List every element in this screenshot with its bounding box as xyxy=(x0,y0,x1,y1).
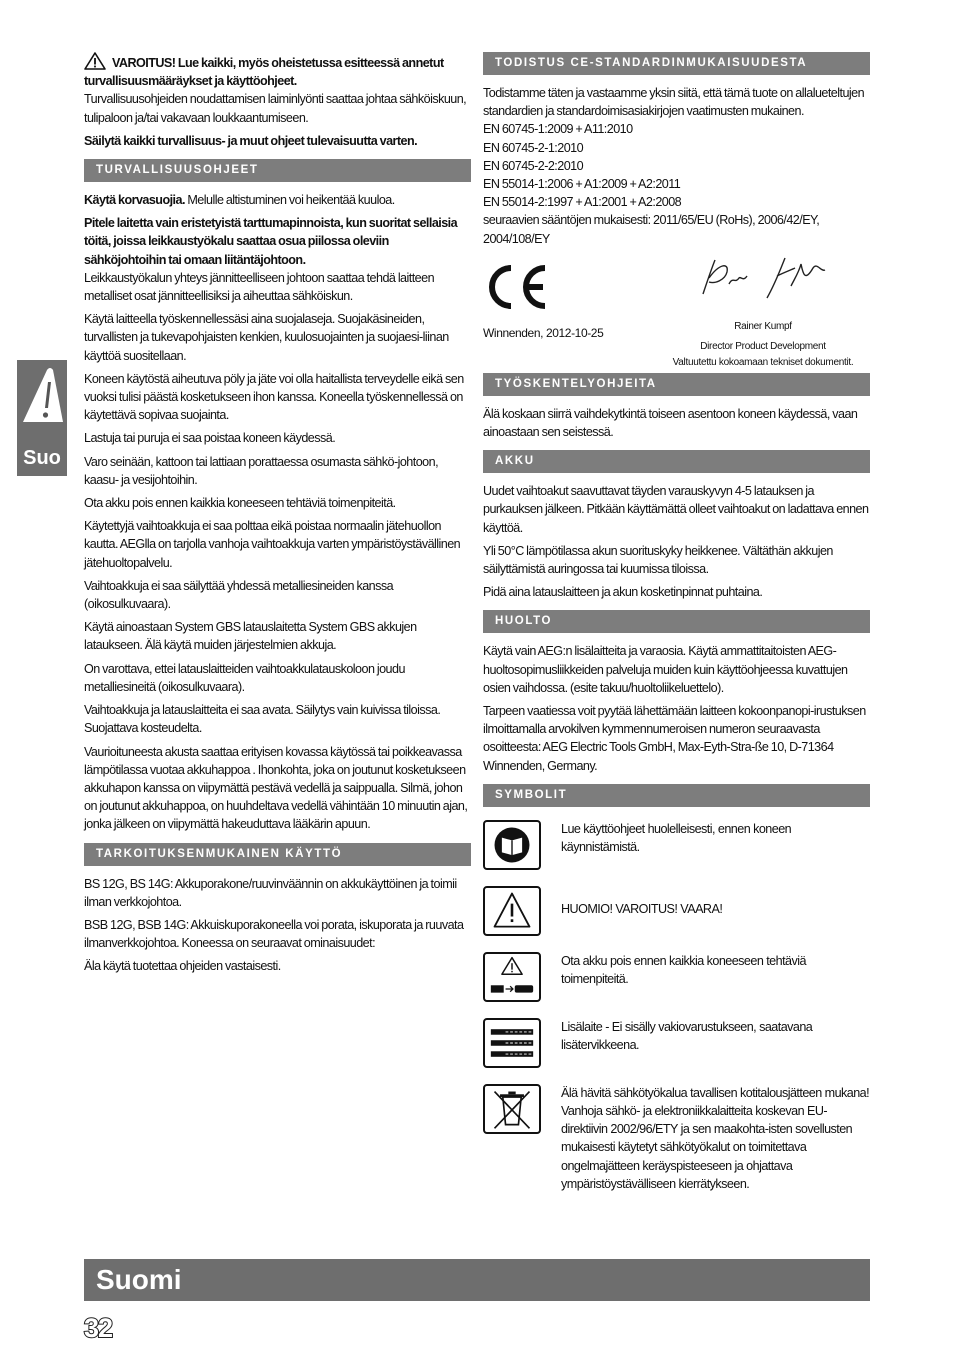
ce-header: TODISTUS CE-STANDARDINMUKAISUUDESTA xyxy=(483,52,870,75)
footer-title: Suomi xyxy=(96,1264,182,1295)
page-number: 32 xyxy=(84,1313,113,1343)
symbol-text: Lisälaite - Ei sisälly vakiovarustukseen, saatavana lisätervikkeena. xyxy=(561,1019,813,1053)
symbol-text: Älä hävitä sähkötyökalua tavallisen kotitalousjätteen mukana! Vanhoja sähkö- ja elektroniikkalaitteita koskevan EU-direktiivin 2002/96/ETY ja sen maakohta-isten sovellusten mukaisesti käytetyt sähkötyökalut on toimitettava ongelmajätteen keräyspisteeseen ja ohjattava ympäristöystävälliseen kierrätykseen. xyxy=(561,1085,870,1191)
ce-line: seuraavien sääntöjen mukaisesti: 2011/65/EU (RoHs), 2006/42/EY, 2004/108/EY xyxy=(483,213,820,246)
safety-paragraph: Vaihtoakkuja ja latauslaitteita ei saa avata. Säilytys vain kuivissa tiloissa. Suojattava kosteudelta. xyxy=(84,703,441,736)
warning-triangle-icon xyxy=(84,52,106,70)
language-footer-bar xyxy=(84,1259,870,1301)
safety-paragraph: Lastuja tai puruja ei saa poistaa koneen käydessä. xyxy=(84,431,336,446)
safety-paragraph: Ota akku pois ennen kaikkia koneeseen tehtäviä toimenpiteitä. xyxy=(84,496,396,511)
work-instructions-header: TYÖSKENTELYOHJEITA xyxy=(483,373,870,396)
safety-paragraph: Käytä ainoastaan System GBS latauslaitetta System GBS akkujen lataukseen. Älä käytä muiden järjestelmien akkuja. xyxy=(84,620,417,653)
warning-triangle-icon xyxy=(483,886,541,936)
safety-paragraph: Käytettyjä vaihtoakkuja ei saa polttaa eikä poistaa normaalin jätehuollon kautta. AEGlla on tarjolla vanhoja vaihtoakkuja varten ympäristöystävällinen jätehuoltopalvelu. xyxy=(84,519,461,570)
symbol-text: HUOMIO! VAROITUS! VAARA! xyxy=(561,901,723,916)
ce-line: EN 55014-1:2006 + A1:2009 + A2:2011 xyxy=(483,177,681,192)
work-paragraph: Älä koskaan siirrä vaihdekytkintä toiseen asentoon koneen käydessä, vaan ainoastaan sen seistessä. xyxy=(483,406,858,440)
safety-paragraph: Varo seinään, kattoon tai lattiaan porattaessa osumasta sähkö-johtoon, kaasu- ja vesijohtoihin. xyxy=(84,454,439,487)
ce-line: Todistamme täten ja vastaamme yksin siitä, että tämä tuote on allalueteltujen standardien ja standardoimisasiakirjojen vaatimusten mukainen. xyxy=(483,86,865,119)
accessory-icon xyxy=(483,1018,541,1068)
safety-paragraph: Käytä laitteella työskennellessäsi aina suojalaseja. Suojakäsineiden, turvallisten ja tukevapohjaisten kenkien, kuulosuojainten ja suojaesi-liinan käyttöä suositellaan. xyxy=(84,312,449,363)
signer-title: Director Product Development xyxy=(700,340,826,352)
symbol-row xyxy=(483,882,870,944)
ce-signature-block xyxy=(483,254,870,368)
right-column xyxy=(483,52,870,1197)
ce-line: EN 60745-2-2:2010 xyxy=(483,158,584,173)
service-paragraph: Tarpeen vaatiessa voit pyytää lähettämään laitteen kokoonpanopi-irustuksen ilmoittamalla arvokilven kymmennumeroisen numeron seuraavasta osoitteesta: AEG Electric Tools GmbH, Max-Eyth-Stra-ße 10, D-71364 Winnenden, Germany. xyxy=(483,704,866,773)
ce-mark-icon xyxy=(485,262,551,312)
crossed-bin-icon xyxy=(483,1084,541,1134)
read-manual-icon xyxy=(483,820,541,870)
warning-exclamation-icon xyxy=(17,360,67,440)
warning-bold-text: VAROITUS! Lue kaikki, myös oheistetussa esitteessä annetut turvallisuusmääräykset ja käyttöohjeet. xyxy=(84,56,444,89)
side-tab-label: Suo xyxy=(23,447,61,469)
safety-paragraph: Koneen käytöstä aiheutuva pöly ja jäte voi olla haitallista terveydelle eikä sen vuoksi tulisi päästä kosketukseen ihon kanssa. Koneella työskennellessä on käytettävä sopivaa suojainta. xyxy=(84,371,464,423)
ear-bold: Käytä korvasuojia. xyxy=(84,193,185,208)
signer-name: Rainer Kumpf xyxy=(734,320,792,332)
symbol-text: Lue käyttöohjeet huolelleisesti, ennen koneen käynnistämistä. xyxy=(561,821,792,855)
symbol-row xyxy=(483,948,870,1010)
safety-paragraph: On varottava, ettei latauslaitteiden vaihtoakkulatauskoloon joudu metalliesineitä (oikosulkuvaara). xyxy=(84,661,405,694)
ce-line: EN 55014-2:1997 + A1:2001 + A2:2008 xyxy=(483,195,682,210)
symbol-row xyxy=(483,1080,870,1193)
ce-line: EN 60745-1:2009 + A11:2010 xyxy=(483,122,633,137)
ce-line: EN 60745-2-1:2010 xyxy=(483,140,584,155)
signature-icon xyxy=(695,254,830,304)
ear-protection-paragraph xyxy=(84,191,471,209)
safety-paragraph: Vaurioituneesta akusta saattaa erityisen kovassa käytössä tai poikkeavassa lämpötilassa vuotaa akkuhappoa . Ihonkohta, joka on joutunut kosketukseen akkuhapon kanssa on viipymättä pestävä vedellä ja saippualla. Silmä, johon on joutunut akkuhappoa, on huuhdeltava vedellä vähintään 10 minuutin ajan, jonka jälkeen on viipymättä hakeuduttava lääkärin apuun. xyxy=(84,744,468,832)
hold-insulated-paragraph xyxy=(84,214,471,305)
battery-paragraph: Yli 50°C lämpötilassa akun suorituskyky heikkenee. Vältäthän akkujen säilyttämistä auringossa tai kuumissa tiloissa. xyxy=(483,543,833,577)
battery-paragraph: Pidä aina latauslaitteen ja akun kosketinpinnat puhtaina. xyxy=(483,585,763,600)
service-paragraph: Käytä vain AEG:n lisälaitteita ja varaosia. Käytä ammattitaitoisten AEG-huoltosopimusliikkeiden palveluja muiden kuin käyttöohjeessa kuvattujen osien vaihdossa. (esite takuu/huoltoliikeluettelo). xyxy=(483,644,848,695)
keep-instructions: Säilytä kaikki turvallisuus- ja muut ohjeet tulevaisuutta varten. xyxy=(84,133,418,148)
language-side-tab xyxy=(17,360,67,476)
symbol-text: Ota akku pois ennen kaikkia koneeseen tehtäviä toimenpiteitä. xyxy=(561,953,806,987)
intended-paragraph: BSB 12G, BSB 14G: Akkuiskuporakoneella voi porata, iskuporata ja ruuvata ilmanverkkojohtoa. Koneessa on seuraavat ominaisuudet: xyxy=(84,917,464,951)
symbols-header: SYMBOLIT xyxy=(483,784,870,807)
safety-paragraph: Vaihtoakkuja ei saa säilyttää yhdessä metalliesineiden kanssa (oikosulkuvaara). xyxy=(84,578,394,612)
intended-use-header: TARKOITUKSENMUKAINEN KÄYTTÖ xyxy=(84,843,471,866)
symbol-row xyxy=(483,816,870,878)
warning-heading xyxy=(84,52,471,127)
hold-text: Leikkaustyökalun yhteys jännitteelliseen johtoon saattaa tehdä laitteen metalliset osat jännitteellisiksi ja aiheuttaa sähköiskun. xyxy=(84,270,435,304)
battery-header: AKKU xyxy=(483,450,870,473)
remove-battery-icon xyxy=(483,952,541,1002)
battery-paragraph: Uudet vaihtoakut saavuttavat täyden varauskyvyn 4-5 latauksen ja purkauksen jälkeen. Pitkään käyttämättä olleet vaihtoakut on ladattava ennen käyttöä. xyxy=(483,484,869,535)
ear-text: Melulle altistuminen voi heikentää kuuloa. xyxy=(184,193,395,208)
signer-subtitle: Valtuutettu kokoamaan tekniset dokumentit. xyxy=(672,356,854,368)
warning-text: Turvallisuusohjeiden noudattamisen laiminlyönti saattaa johtaa sähköiskuun, tulipaloon ja/tai vakavaan loukkaantumiseen. xyxy=(84,92,467,125)
ce-place-date: Winnenden, 2012-10-25 xyxy=(483,325,604,340)
left-column xyxy=(84,52,471,981)
intended-paragraph: BS 12G, BS 14G: Akkuporakone/ruuvinväännin on akkukäyttöinen ja toimii ilman verkkojohtoa. xyxy=(84,876,457,909)
intended-paragraph: Äla käytä tuotettaa ohjeiden vastaisesti. xyxy=(84,959,281,974)
safety-header: TURVALLISUUSOHJEET xyxy=(84,159,471,182)
hold-bold: Pitele laitetta vain eristetyistä tarttumapinnoista, kun suoritat sellaisia töitä, joissa leikkaustyökalu saattaa osua piilossa oleviin sähköjohtoihin tai omaan liitäntäjohtoon. xyxy=(84,216,458,267)
symbol-row xyxy=(483,1014,870,1076)
service-header: HUOLTO xyxy=(483,610,870,633)
